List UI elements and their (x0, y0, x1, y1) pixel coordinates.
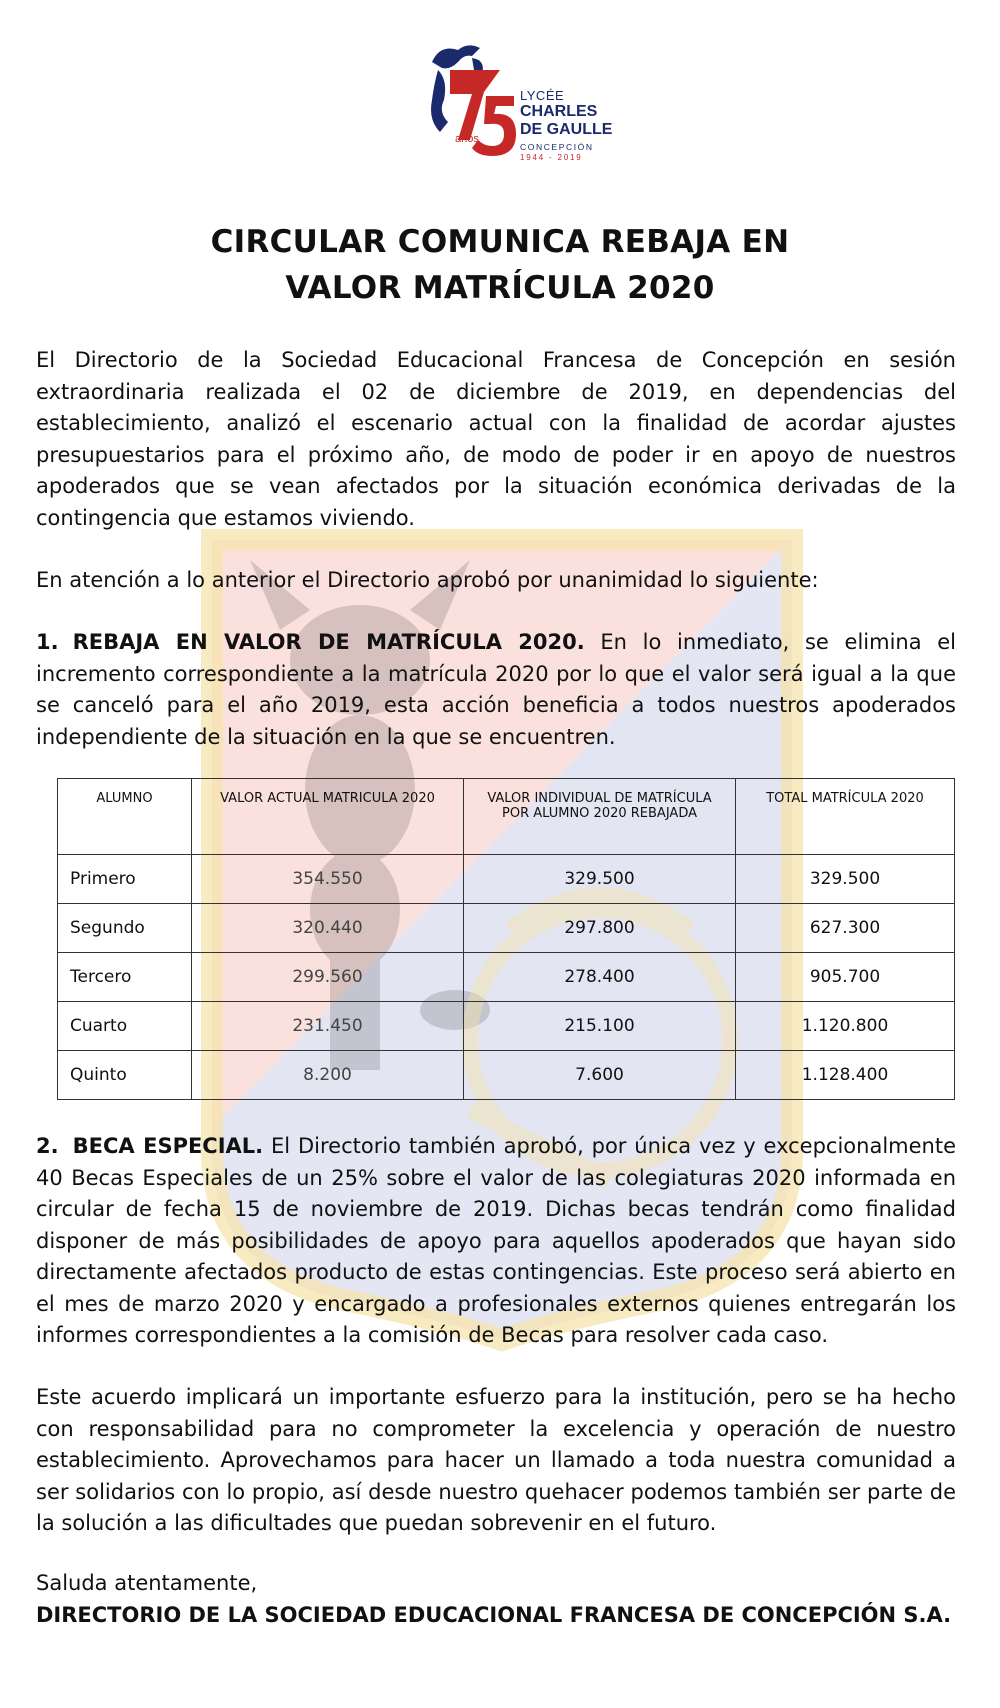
cell-rebajada: 7.600 (464, 1051, 736, 1100)
header-total: TOTAL MATRÍCULA 2020 (736, 779, 955, 855)
signature-greeting: Saluda atentamente, (36, 1571, 258, 1595)
header-alumno: ALUMNO (58, 779, 192, 855)
cell-alumno: Cuarto (58, 1002, 192, 1051)
header-valor-individual-line-2: POR ALUMNO 2020 REBAJADA (502, 806, 697, 821)
cell-alumno: Tercero (58, 953, 192, 1002)
fees-table (57, 778, 955, 1100)
table-row (58, 1051, 955, 1100)
logo-wordmark (520, 88, 612, 163)
logo-name-line2: DE GAULLE (520, 121, 613, 138)
intro-paragraph: El Directorio de la Sociedad Educacional Francesa de Concepción en sesión extraordinaria realizada el 02 de diciembre de 2019, en dependencias del establecimiento, analizó el escenario actual con la finalidad de acordar ajustes presupuestarios para el próximo año, de modo de poder ir en apoyo de nuestros apoderados que se vean afectados por la situación económica derivadas de la contingencia que estamos viviendo. (36, 348, 956, 530)
item-2-heading: BECA ESPECIAL. (72, 1134, 264, 1158)
cell-alumno: Segundo (58, 904, 192, 953)
table-header-row (58, 779, 955, 855)
item-2-paragraph (36, 1131, 956, 1352)
cell-rebajada: 278.400 (464, 953, 736, 1002)
item-1-heading: REBAJA EN VALOR DE MATRÍCULA 2020. (72, 630, 585, 654)
cell-total: 1.128.400 (736, 1051, 955, 1100)
cell-alumno: Primero (58, 855, 192, 904)
cell-alumno: Quinto (58, 1051, 192, 1100)
cell-total: 1.120.800 (736, 1002, 955, 1051)
signature-signer: DIRECTORIO DE LA SOCIEDAD EDUCACIONAL FRANCESA DE CONCEPCIÓN S.A. (36, 1602, 952, 1627)
cell-rebajada: 215.100 (464, 1002, 736, 1051)
cell-actual: 8.200 (192, 1051, 464, 1100)
header-valor-actual: VALOR ACTUAL MATRICULA 2020 (192, 779, 464, 855)
closing-paragraph: Este acuerdo implicará un importante esfuerzo para la institución, pero se ha hecho con responsabilidad para no comprometer la excelencia y operación de nuestro establecimiento. Aprovechamos para hacer un llamado a toda nuestra comunidad a ser solidarios con lo propio, así desde nuestro quehacer podemos también ser parte de la solución a las dificultades que puedan sobrevenir en el futuro. (36, 1385, 956, 1535)
cell-actual: 231.450 (192, 1002, 464, 1051)
table-row (58, 1002, 955, 1051)
cell-total: 905.700 (736, 953, 955, 1002)
cell-total: 329.500 (736, 855, 955, 904)
title-line-2: VALOR MATRÍCULA 2020 (285, 270, 715, 306)
header-valor-individual-line-1: VALOR INDIVIDUAL DE MATRÍCULA (487, 791, 712, 806)
cell-rebajada: 329.500 (464, 855, 736, 904)
item-2-number: 2. (36, 1134, 59, 1158)
document-title (0, 219, 1000, 311)
table-row (58, 855, 955, 904)
table-row (58, 953, 955, 1002)
cell-actual: 320.440 (192, 904, 464, 953)
cell-actual: 354.550 (192, 855, 464, 904)
item-1-number: 1. (36, 630, 59, 654)
approval-paragraph: En atención a lo anterior el Directorio aprobó por unanimidad lo siguiente: (36, 568, 819, 592)
item-1-paragraph (36, 627, 956, 753)
cell-actual: 299.560 (192, 953, 464, 1002)
item-1-text: En lo inmediato, se elimina el incremento correspondiente a la matrícula 2020 por lo que el valor será igual a la que se canceló para el año 2019, esta acción beneficia a todos nuestros apoderados independiente de la situación en la que se encuentren. (36, 630, 957, 749)
logo-anos: años (455, 133, 479, 145)
cell-rebajada: 297.800 (464, 904, 736, 953)
logo-city: CONCEPCIÓN (520, 142, 594, 152)
header-valor-individual (464, 779, 736, 855)
logo-lycee: LYCÉE (520, 88, 565, 103)
item-2-text: El Directorio también aprobó, por única vez y excepcionalmente 40 Becas Especiales de un 25% sobre el valor de las colegiaturas 2020 informada en circular de fecha 15 de noviembre de 2019. Dichas becas tendrán como finalidad disponer de más posibilidades de apoyo para aquellos apoderados que hayan sido directamente afectados producto de estas contingencias. Este proceso será abierto en el mes de marzo 2020 y encargado a profesionales externos quienes entregarán los informes correspondientes a la comisión de Becas para resolver cada caso. (36, 1134, 957, 1347)
signature-block (36, 1568, 956, 1631)
logo-period: 1944 - 2019 (520, 153, 583, 162)
cell-total: 627.300 (736, 904, 955, 953)
logo-name-line1: CHARLES (520, 103, 598, 120)
table-row (58, 904, 955, 953)
title-line-1: CIRCULAR COMUNICA REBAJA EN (210, 224, 790, 260)
